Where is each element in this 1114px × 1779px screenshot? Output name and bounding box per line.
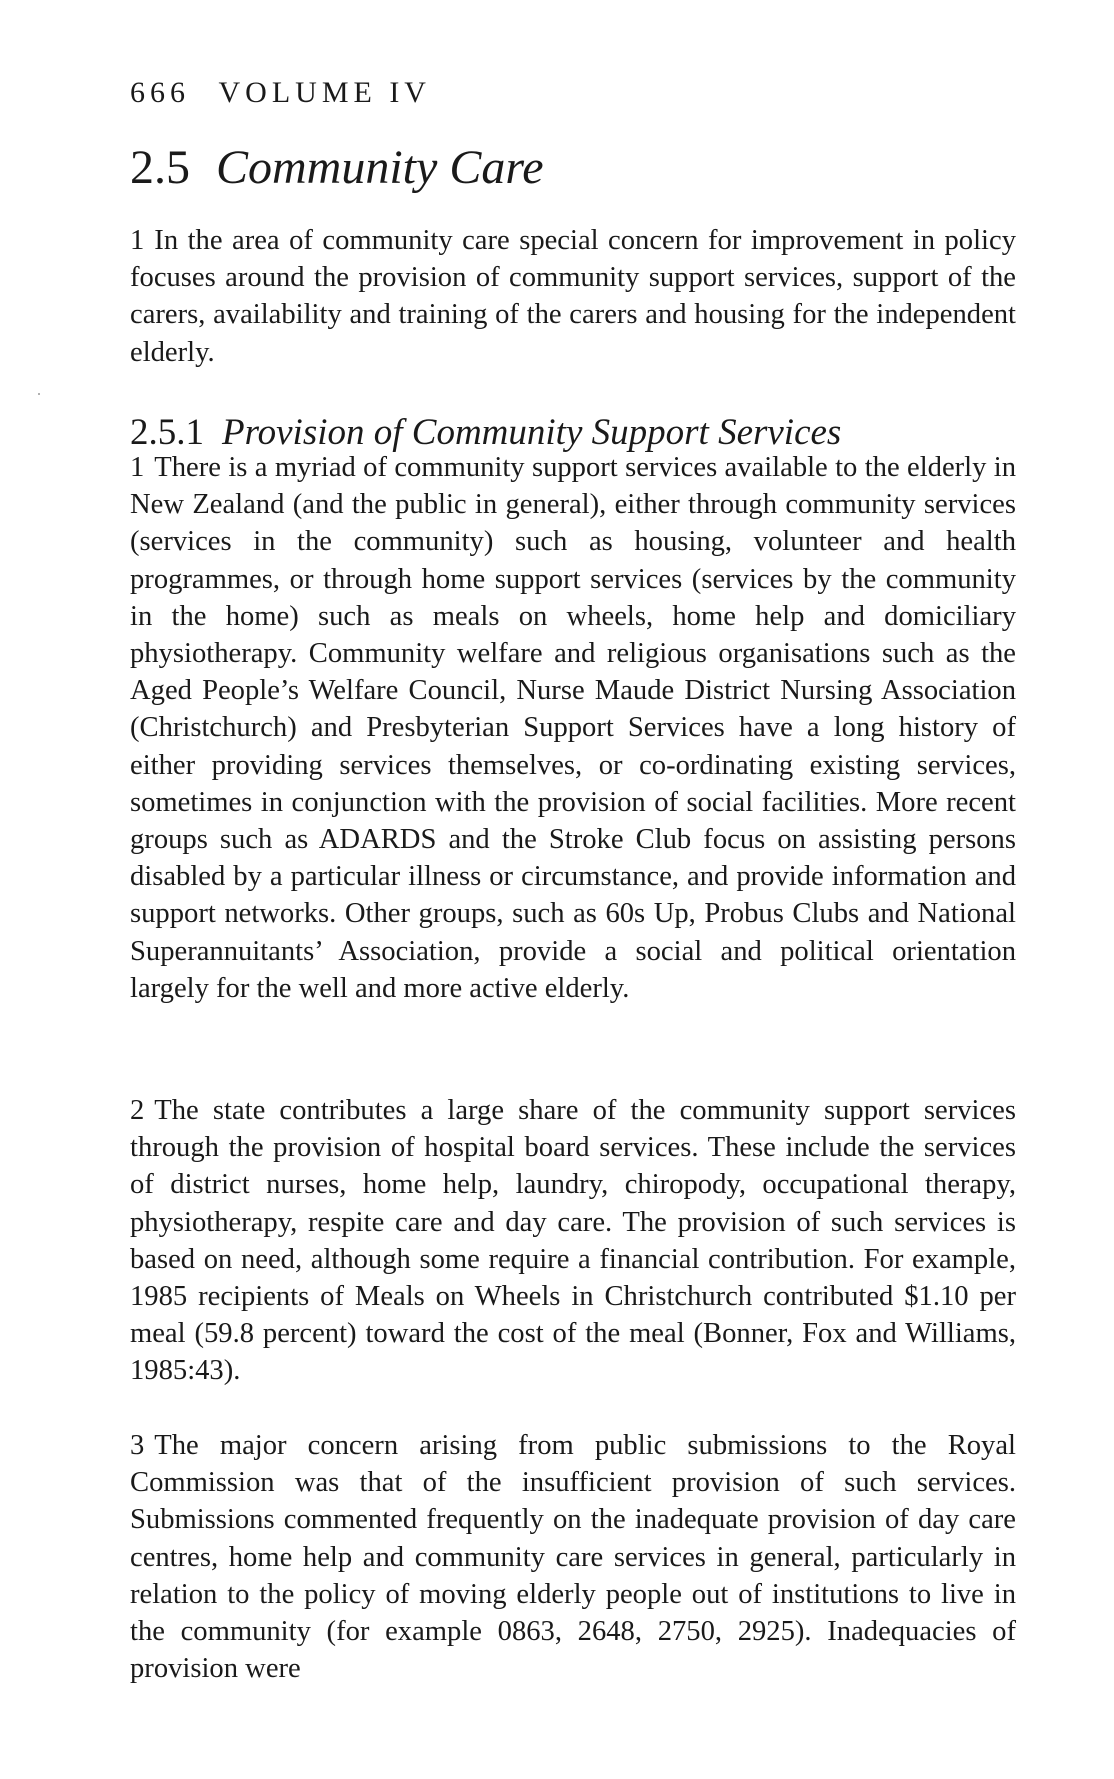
- subsection-paragraph-1: [130, 449, 1016, 1007]
- page-number: 666: [130, 76, 190, 109]
- paragraph-number: 1: [130, 452, 145, 483]
- subsection-paragraph-3: [130, 1427, 1016, 1687]
- subsection-title: Provision of Community Support Services: [222, 412, 842, 453]
- section-title: Community Care: [216, 141, 544, 194]
- paragraph-text: In the area of community care special concern for improvement in policy focuses around the provision of community support services, support of the carers, availability and training of the carers and housing for the independent elderly.: [130, 225, 1016, 368]
- paragraph-number: 3: [130, 1430, 145, 1461]
- volume-label: VOLUME IV: [218, 76, 431, 109]
- running-head: [130, 78, 431, 108]
- section-paragraph-1: [130, 222, 1016, 371]
- subsection-heading: [130, 414, 841, 451]
- paragraph-number: 1: [130, 225, 145, 256]
- subsection-paragraph-2: [130, 1092, 1016, 1390]
- scan-speck: [38, 393, 40, 395]
- section-number: 2.5: [130, 141, 190, 194]
- paragraph-text: There is a myriad of community support services available to the elderly in New Zealand (and the public in general), either through community services (services in the community) such as housing, volunteer and health programmes, or through home support services (services by the community in the home) such as meals on wheels, home help and domiciliary physiotherapy. Community welfare and religious organisations such as the Aged People’s Welfare Council, Nurse Maude District Nursing Association (Christchurch) and Presbyterian Support Services have a long history of either providing services themselves, or co-ordinating existing services, sometimes in conjunction with the provision of social facilities. More recent groups such as ADARDS and the Stroke Club focus on assisting persons disabled by a particular illness or circumstance, and provide information and support networks. Other groups, such as 60s Up, Probus Clubs and National Superannuitants’ Association, provide a social and political orientation largely for the well and more active elderly.: [130, 452, 1016, 1004]
- subsection-number: 2.5.1: [130, 412, 204, 453]
- paragraph-number: 2: [130, 1095, 145, 1126]
- paragraph-text: The major concern arising from public submissions to the Royal Commission was that of the insufficient provision of such services. Submissions commented frequently on the inadequate provision of day care centres, home help and community care services in general, particularly in relation to the policy of moving elderly people out of institutions to live in the community (for example 0863, 2648, 2750, 2925). Inadequacies of provision were: [130, 1430, 1016, 1685]
- section-heading: [130, 141, 544, 194]
- paragraph-text: The state contributes a large share of the community support services through the provision of hospital board services. These include the services of district nurses, home help, laundry, chiropody, occupational therapy, physiotherapy, respite care and day care. The provision of such services is based on need, although some require a financial contribution. For example, 1985 recipients of Meals on Wheels in Christchurch contributed $1.10 per meal (59.8 percent) toward the cost of the meal (Bonner, Fox and Williams, 1985:43).: [130, 1095, 1016, 1387]
